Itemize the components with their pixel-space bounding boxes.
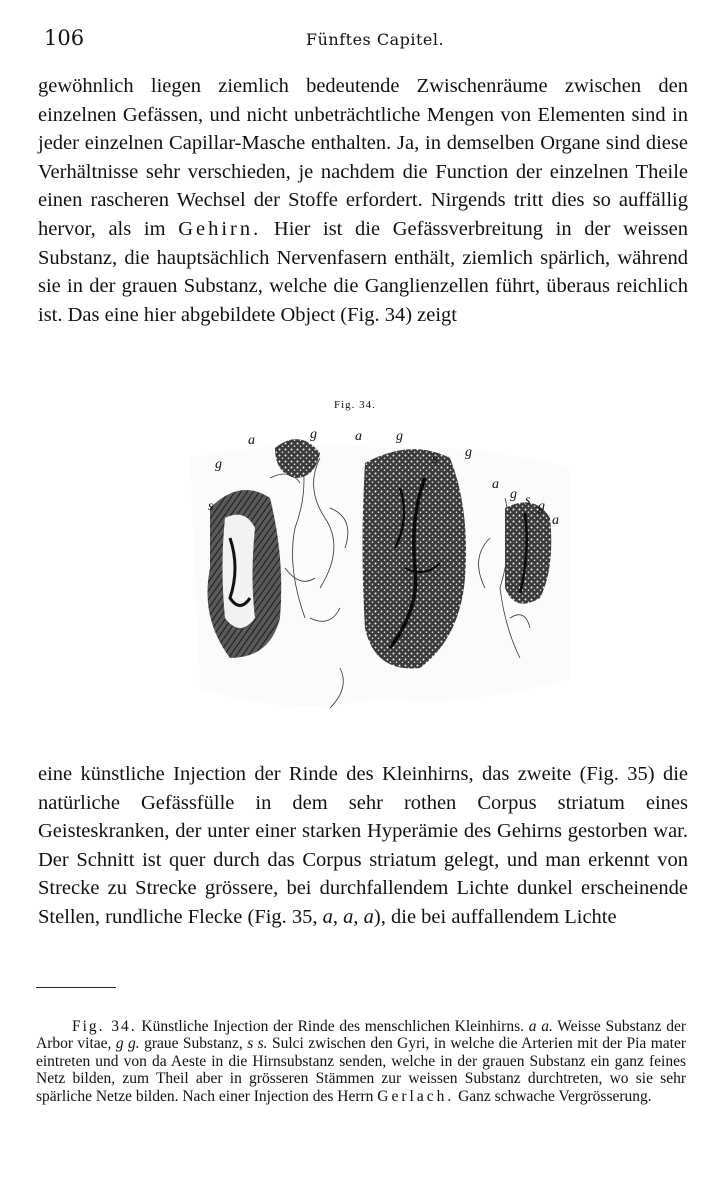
figure-reference-letter: a	[343, 905, 354, 928]
figure-letter: a	[355, 429, 362, 444]
figure-letter: g	[215, 457, 222, 472]
body-text-segment: Hier ist die Gefässverbreitung in der weissen Substanz, die hauptsächlich Nervenfasern enthält, ziemlich spärlich, während sie in der grauen Substanz, welche die Ganglienzellen führt, überaus reichlich ist. Das eine hier abgebildete Object (Fig. 34) zeigt	[38, 217, 688, 326]
body-paragraph-bottom: eine künstliche Injection der Rinde des Kleinhirns, das zweite (Fig. 35) die natürliche Gefässfülle in dem sehr rothen Corpus striatum eines Geisteskranken, der unter einer starken Hyperämie des Gehirns gestorben war. Der Schnitt ist quer durch das Corpus striatum gelegt, und man erkennt von Strecke zu Strecke grössere, bei durchfallendem Lichte dunkel erscheinende Stellen, rundliche Flecke (Fig. 35, a, a, a), die bei auffallendem Lichte	[38, 763, 688, 928]
figure-reference-letter: a	[363, 905, 374, 928]
footnote-letters: a a.	[528, 1018, 553, 1035]
figure-letter: g	[396, 429, 403, 444]
footnote-divider	[36, 987, 116, 988]
body-paragraph-top	[38, 72, 688, 329]
footnote-letters: s s.	[247, 1035, 268, 1053]
footnote-text: graue Substanz,	[144, 1035, 243, 1053]
body-text-segment: eine künstliche Injection der Rinde des Kleinhirns, das zweite (Fig. 35) die natürliche Gefässfülle in dem sehr rothen Corpus striatum eines Geisteskranken, der unter einer starken Hyperämie des Gehirns gestorben war. Der Schnitt ist quer durch das Corpus striatum gelegt, und man erkennt von Strecke zu Strecke grössere, bei durchfallendem Lichte dunkel erscheinende Stellen, rundliche Flecke (Fig. 35,	[38, 763, 688, 928]
figure-letter: g	[465, 445, 472, 460]
figure-letter: a	[248, 433, 255, 448]
footnote-text: Künstliche Injection der Rinde des menschlichen Kleinhirns.	[141, 1018, 524, 1035]
figure-reference-letter: a	[322, 905, 333, 928]
figure-label: Fig. 34.	[334, 399, 376, 411]
footnote-text: Ganz schwache Vergrösserung.	[458, 1087, 652, 1105]
footnote-letters: g g.	[115, 1035, 140, 1053]
figure-letter: a	[492, 477, 499, 492]
emphasized-term: Gehirn.	[178, 217, 262, 240]
body-text-segment: gewöhnlich liegen ziemlich bedeutende Zwischenräume zwischen den einzelnen Gefässen, und nicht unbeträchtliche Mengen von Elementen sind in jeder einzelnen Capillar-Masche enthalten. Ja, in demselben Organe sind diese Verhältnisse sehr verschieden, je nachdem die Function der einzelnen Theile einen rascheren Wechsel der Stoffe erfordert. Nirgends tritt dies so auffällig hervor, als im	[38, 75, 688, 240]
figure-footnote	[36, 1018, 686, 1105]
page-header	[44, 26, 684, 56]
footnote-author-name: Gerlach.	[377, 1087, 455, 1105]
footnote-label: Fig. 34.	[72, 1018, 137, 1035]
figure-letter: g	[510, 487, 517, 502]
figure-letter: g	[538, 499, 545, 514]
figure-letter: s	[432, 452, 438, 467]
footnote-text: Sulci zwischen den Gyri, in welche die Arterien mit der Pia mater eintreten und von da Aeste in die Hirnsubstanz senden, welche in der grauen Substanz ein ganz feines Netz bilden, zum Theil aber in grösseren Stämmen zur weissen Substanz durchtreten, wo sie sehr spärliche Netze bilden. Nach einer Injection des Herrn	[36, 1035, 686, 1105]
figure-letter: s	[208, 499, 214, 514]
body-text-segment: ), die bei auffallendem Lichte	[373, 905, 617, 928]
footnote-text: Weisse Substanz der Arbor vitae,	[36, 1018, 687, 1053]
figure-letter: s	[525, 493, 531, 508]
running-title: Fünftes Capitel.	[306, 30, 445, 49]
page-number: 106	[44, 26, 85, 50]
figure-letter: g	[310, 427, 317, 442]
figure-letter: a	[552, 513, 559, 528]
figure-cerebellum-illustration	[170, 418, 590, 728]
